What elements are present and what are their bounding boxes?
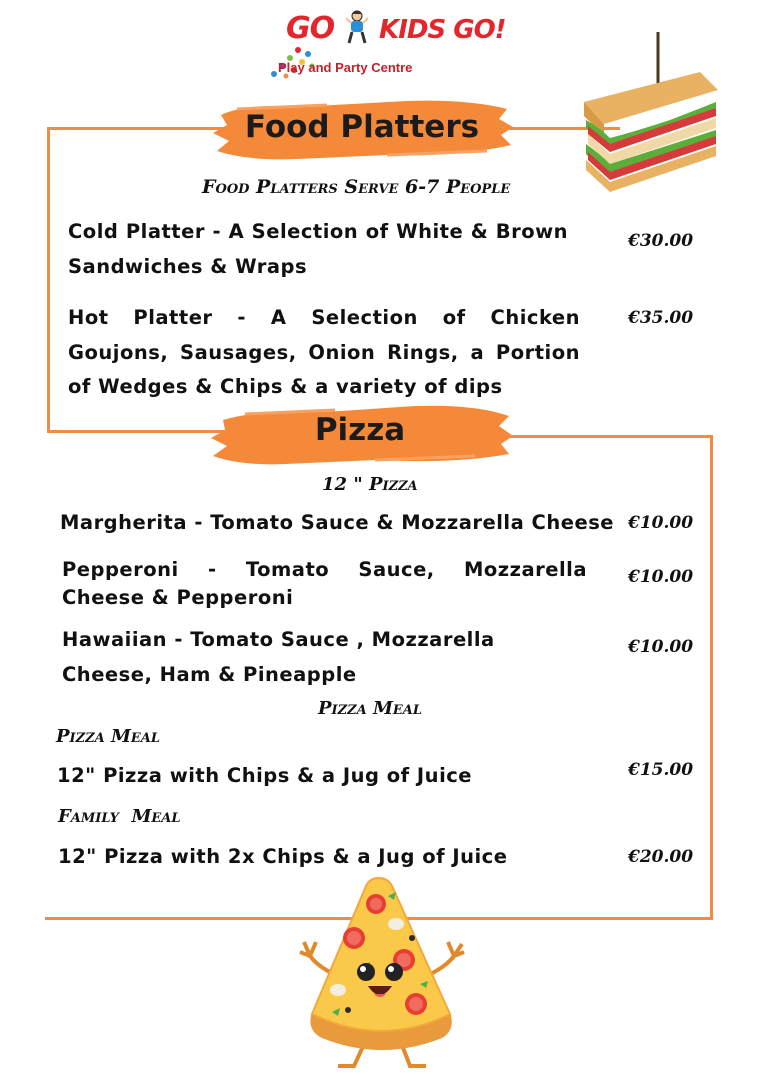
food-platters-title: Food Platters <box>244 109 480 145</box>
logo-tagline: Play and Party Centre <box>278 60 413 75</box>
food-frame-top-left <box>47 127 227 130</box>
hawaiian-description: Hawaiian - Tomato Sauce , Mozzarella Cheese, Ham & Pineapple <box>62 628 495 686</box>
family-meal-name: Family Meal <box>58 806 181 827</box>
pizza-meal-heading: Pizza Meal <box>318 698 423 719</box>
pepperoni-price: €10.00 <box>628 567 694 587</box>
pizza-frame-right <box>710 435 713 920</box>
pizza-meal-description: 12" Pizza with Chips & a Jug of Juice <box>57 764 473 787</box>
margherita-description: Margherita - Tomato Sauce & Mozzarella Cheese <box>60 511 615 534</box>
pepperoni-description: Pepperoni - Tomato Sauce, Mozzarella Cheese & Pepperoni <box>62 558 587 609</box>
pizza-meal-name: Pizza Meal <box>56 726 161 747</box>
pizza-title: Pizza <box>314 412 406 448</box>
pizza-banner <box>205 398 515 472</box>
sandwich-icon <box>580 32 722 192</box>
pizza-mascot-icon <box>292 872 472 1072</box>
family-meal-description: 12" Pizza with 2x Chips & a Jug of Juice <box>58 845 508 868</box>
cold-platter-description: Cold Platter - A Selection of White & Brown Sandwiches & Wraps <box>68 220 568 278</box>
food-platters-subtitle: Food Platters Serve 6-7 People <box>202 176 511 198</box>
hawaiian-price: €10.00 <box>628 637 694 657</box>
pizza-subtitle: 12 " Pizza <box>322 474 418 495</box>
logo <box>262 6 506 84</box>
logo-wordmark <box>286 10 506 46</box>
food-platters-banner <box>207 95 517 167</box>
pizza-frame-top <box>500 435 713 438</box>
margherita-price: €10.00 <box>628 513 694 533</box>
logo-kids-go: KIDS GO! <box>379 15 506 45</box>
cold-platter-price: €30.00 <box>628 231 694 251</box>
food-frame-bottom <box>47 430 227 433</box>
food-frame-left <box>47 127 50 433</box>
pizza-meal-price: €15.00 <box>628 760 694 780</box>
logo-kids-figure-icon <box>346 10 368 44</box>
logo-go: GO <box>286 11 335 46</box>
hot-platter-price: €35.00 <box>628 308 694 328</box>
hot-platter-description: Hot Platter - A Selection of Chicken Goujons, Sausages, Onion Rings, a Portion of Wedges & Chips & a variety of dips <box>68 306 580 398</box>
family-meal-price: €20.00 <box>628 847 694 867</box>
